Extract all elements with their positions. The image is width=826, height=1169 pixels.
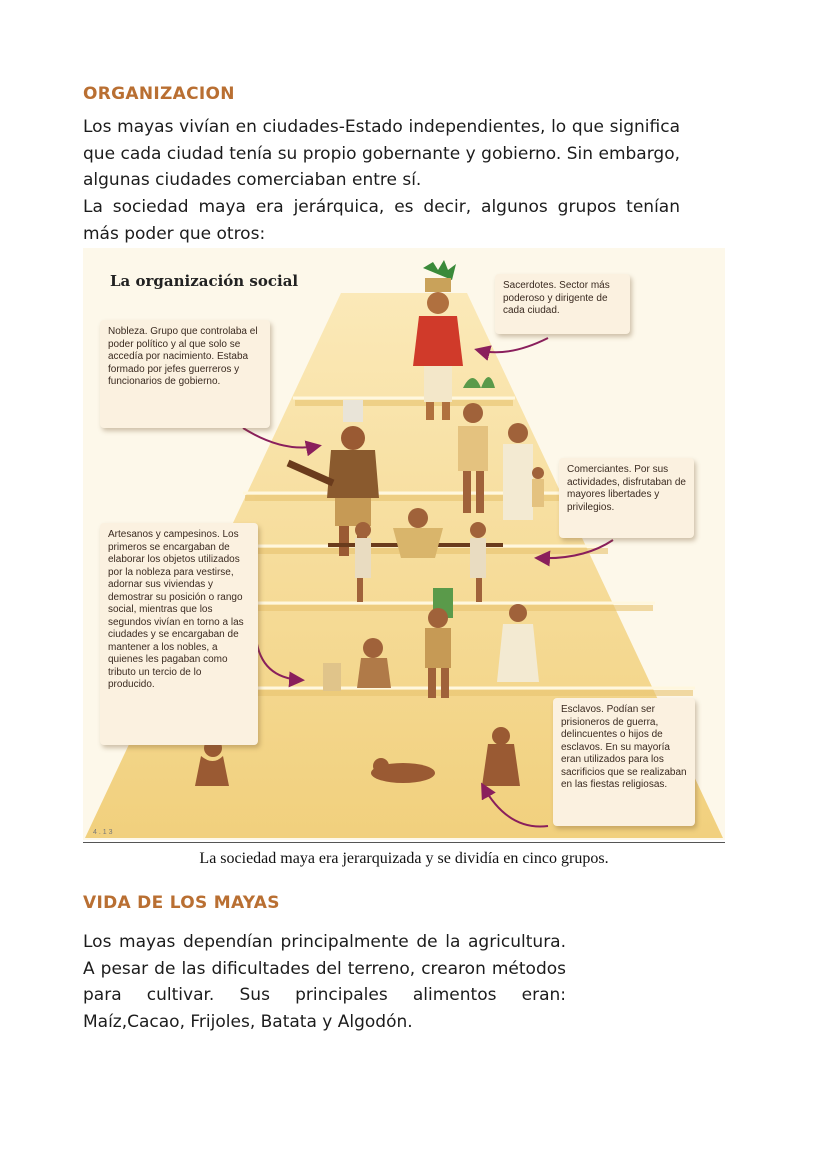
- figure-title: La organización social: [110, 272, 299, 290]
- paragraph-ciudades-estado: Los mayas vivían en ciudades-Estado independientes, lo que significa que cada ciudad tenía su propio gobernante y gobierno. Sin embargo, algunas ciudades comerciaban entre sí.: [83, 117, 680, 190]
- figure-rule: [83, 842, 725, 843]
- note-nobleza: Nobleza. Grupo que controlaba el poder político y al que solo se accedía por nacimiento. Estaba formado por jefes guerreros y funcionarios de gobierno.: [100, 320, 270, 428]
- figure-caption: La sociedad maya era jerarquizada y se dividía en cinco grupos.: [199, 850, 609, 867]
- section-heading-organizacion: ORGANIZACION: [83, 84, 235, 104]
- paragraph-sociedad-jerarquica: La sociedad maya era jerárquica, es decir, algunos grupos tenían más poder que otros:: [83, 197, 680, 244]
- note-comerciantes: Comerciantes. Por sus actividades, disfrutaban de mayores libertades y privilegios.: [559, 458, 694, 538]
- social-organization-figure: [83, 248, 725, 840]
- paragraph-agricultura: Los mayas dependían principalmente de la agricultura. A pesar de las dificultades del terreno, crearon métodos para cultivar. Sus principales alimentos eran: Maíz,Cacao, Frijoles, Batata y Algodón.: [83, 932, 566, 1032]
- note-esclavos: Esclavos. Podían ser prisioneros de guerra, delincuentes o hijos de esclavos. En su mayoría eran utilizados para los sacrificios que se realizaban en las fiestas religiosas.: [553, 698, 695, 826]
- section-heading-vida-mayas: VIDA DE LOS MAYAS: [83, 893, 280, 913]
- note-artesanos-campesinos: Artesanos y campesinos. Los primeros se encargaban de elaborar los objetos utilizados por la nobleza para vestirse, adornar sus viviendas y demostrar su posición o rango social, mientras que los segundos vivían en torno a las ciudades y se encargaban de mantener a los nobles, a quienes les pagaban como tributo un tercio de lo producido.: [100, 523, 258, 745]
- figure-footer-marks: 4 . 1 3: [93, 829, 113, 836]
- note-sacerdotes: Sacerdotes. Sector más poderoso y dirigente de cada ciudad.: [495, 274, 630, 334]
